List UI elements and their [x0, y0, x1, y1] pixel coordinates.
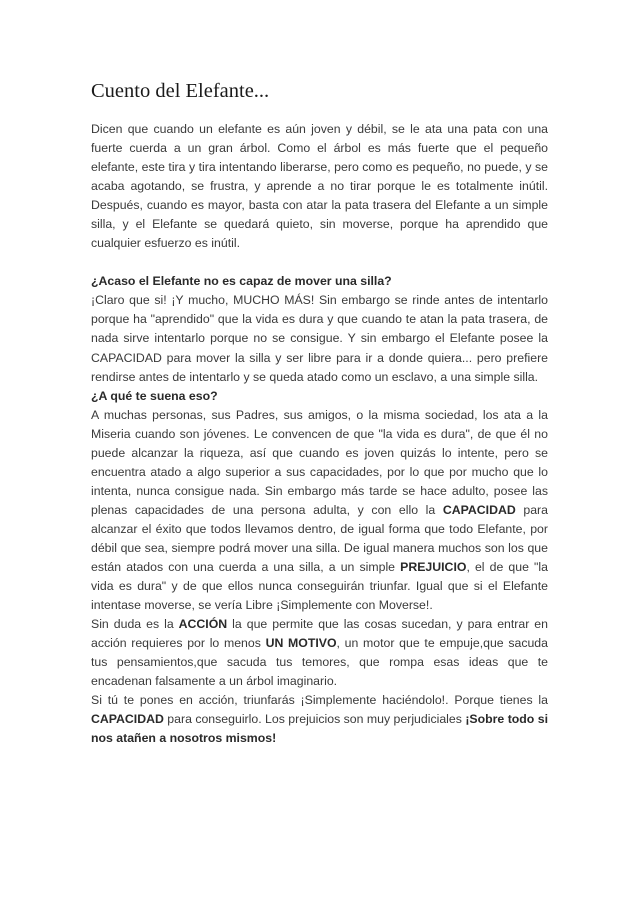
bold-un-motivo: UN MOTIVO [265, 636, 337, 651]
document-title: Cuento del Elefante... [91, 80, 270, 102]
paragraph-society [91, 406, 548, 616]
subheading [91, 387, 548, 406]
paragraph-action-part-d: , un motor que te empuje,que sacuda tus pensamientos,que sacuda tus temores, que rompa esas ideas que te encadenan falsamente a un árbol imaginario. [91, 636, 548, 689]
subheading-text: ¿A qué te suena eso? [91, 388, 218, 403]
paragraph-society-part-c: para alcanzar el éxito que todos llevamos dentro, de igual forma que todo Elefante, por débil que sea, siempre podrá mover una silla. De igual manera muchos son los que están atados con una cuerda a una silla, a un simple [91, 502, 548, 575]
bold-accion: ACCIÓN [178, 617, 228, 632]
paragraph-action [91, 615, 548, 691]
paragraph-action-part-c: la que permite que las cosas sucedan, y para entrar en acción requieres por lo menos [91, 617, 548, 651]
paragraph-conclusion [91, 691, 548, 748]
paragraph-answer: ¡Claro que si! ¡Y mucho, MUCHO MÁS! Sin embargo se rinde antes de intentarlo porque ha "aprendido" que la vida es dura y que cuando te atan la pata trasera, de nada sirve intentarlo porque no se consigue. Y sin embargo el Elefante posee la CAPACIDAD para mover la silla y ser libre para ir a donde quiera... pero prefiere rendirse antes de intentarlo y se queda atado como un esclavo, a una simple silla. [91, 293, 548, 384]
question-heading-text: ¿Acaso el Elefante no es capaz de mover una silla? [91, 274, 392, 289]
bold-capacidad-final: CAPACIDAD [91, 712, 164, 727]
paragraph-action-part-a: Sin duda es la [91, 617, 179, 632]
question-heading [91, 272, 548, 291]
bold-closing-exclamation: ¡Sobre todo si nos atañen a nosotros mismos! [91, 712, 548, 746]
bold-prejuicio: PREJUICIO [400, 560, 467, 575]
paragraph-society-part-d: , el de que "la vida es dura" y de que ellos nunca conseguirán triunfar. Igual que si el Elefante intentase moverse, se vería Libre ¡Simplemente con Moverse!. [91, 560, 548, 613]
bold-capacidad: CAPACIDAD [442, 502, 516, 517]
document-body [91, 120, 548, 749]
paragraph-intro: Dicen que cuando un elefante es aún joven y débil, se le ata una pata con una fuerte cuerda a un gran árbol. Como el árbol es más fuerte que el pequeño elefante, este tira y tira intentando liberarse, pero como es pequeño, no puede, y se acaba agotando, se frustra, y aprende a no tirar porque le es totalmente inútil. Después, cuando es mayor, basta con atar la pata trasera del Elefante a un simple silla, y el Elefante se quedará quieto, sin moverse, porque ha aprendido que cualquier esfuerzo es inútil. [91, 122, 548, 251]
paragraph-society-part-a: A muchas personas, sus Padres, sus amigos, o la misma sociedad, los ata a la Miseria cuando son jóvenes. Le convencen de que "la vida es dura", de que él no puede alcanzar la riqueza, así que cuando es joven quizás lo intente, pero se encuentra atado a algo superior a sus capacidades, por lo que por mucho que lo intenta, nunca consigue nada. Sin embargo más tarde se hace adulto, posee las plenas capacidades de una persona adulta, y con ello la [91, 407, 548, 517]
paragraph-conclusion-part-a: Si tú te pones en acción, triunfarás ¡Simplemente haciéndolo!. Porque tienes la [91, 693, 548, 708]
paragraph-conclusion-part-c: para conseguirlo. Los prejuicios son muy perjudiciales [163, 712, 466, 727]
